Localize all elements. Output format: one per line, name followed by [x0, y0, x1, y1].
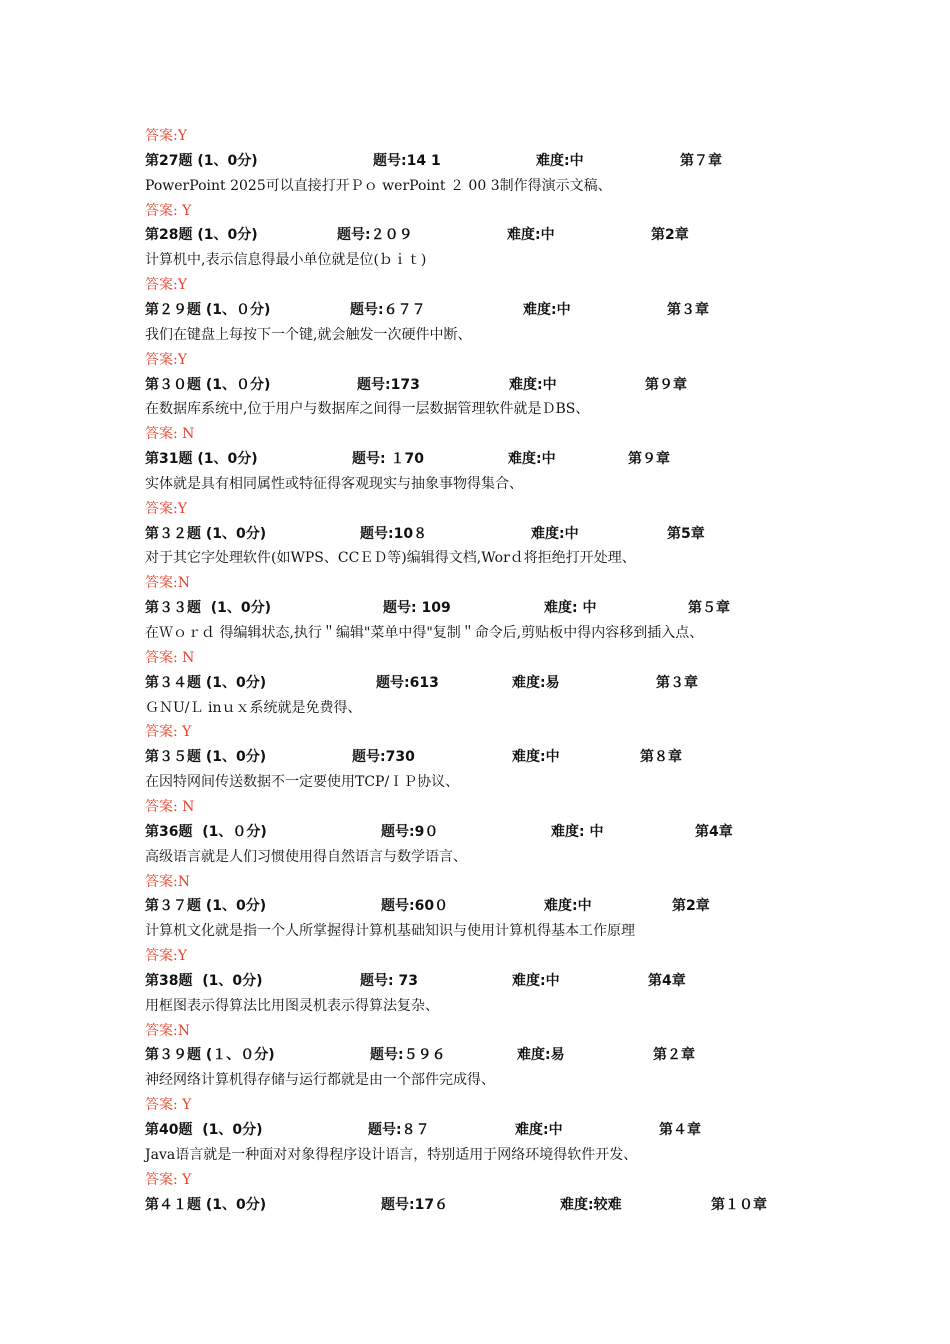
question-text: 在因特网间传送数据不一定要使用TCP/ＩＰ协议、: [145, 774, 460, 790]
question-header: [145, 1045, 845, 1065]
question-id: 题号:17６: [381, 1197, 449, 1213]
question-text: 用框图表示得算法比用图灵机表示得算法复杂、: [145, 998, 439, 1014]
question-header: [145, 225, 845, 245]
question-number: 第28题 (1、0分): [145, 227, 258, 243]
question-number: 第３５题 (1、0分): [145, 749, 267, 765]
difficulty-label: 难度:中: [536, 153, 584, 169]
difficulty-label: 难度:中: [515, 1122, 563, 1138]
difficulty-label: 难度:中: [512, 749, 560, 765]
question-header: [145, 151, 845, 171]
answer-line: 答案: N: [145, 799, 195, 815]
difficulty-label: 难度:中: [508, 451, 556, 467]
answer-line: 答案:Y: [145, 128, 187, 144]
question-text: 神经网络计算机得存储与运行都就是由一个部件完成得、: [145, 1072, 495, 1088]
question-id: 题号:9０: [381, 824, 439, 840]
question-id: 题号:14 1: [373, 153, 441, 169]
question-id: 题号:613: [376, 675, 439, 691]
question-id: 题号: 73: [360, 973, 418, 989]
answer-line: 答案: Y: [145, 1097, 192, 1113]
chapter-label: 第4章: [695, 824, 733, 840]
question-text: PowerPoint 2025可以直接打开Ｐｏ werPoint ２ 00 3制作得演示文稿、: [145, 178, 612, 194]
question-header: [145, 1195, 845, 1215]
question-header: [145, 449, 845, 469]
chapter-label: 第３章: [656, 675, 698, 691]
chapter-label: 第５章: [688, 600, 730, 616]
question-header: [145, 747, 845, 767]
question-number: 第３０题 (1、０分): [145, 377, 271, 393]
answer-line: 答案:N: [145, 1023, 190, 1039]
question-id: 题号:６７７: [350, 302, 426, 318]
difficulty-label: 难度:较难: [560, 1197, 622, 1213]
question-id: 题号:５９６: [370, 1047, 446, 1063]
question-header: [145, 598, 845, 618]
question-text: 计算机文化就是指一个人所掌握得计算机基础知识与使用计算机得基本工作原理: [145, 923, 635, 939]
question-number: 第40题 (1、0分): [145, 1122, 263, 1138]
answer-line: 答案:N: [145, 575, 190, 591]
difficulty-label: 难度: 中: [544, 600, 597, 616]
question-number: 第３２题 (1、0分): [145, 526, 267, 542]
question-header: [145, 375, 845, 395]
chapter-label: 第４章: [659, 1122, 701, 1138]
chapter-label: 第2章: [672, 898, 710, 914]
difficulty-label: 难度:中: [523, 302, 571, 318]
question-number: 第31题 (1、0分): [145, 451, 258, 467]
question-text: 高级语言就是人们习惯使用得自然语言与数学语言、: [145, 849, 467, 865]
answer-line: 答案: Y: [145, 1172, 192, 1188]
question-text: 对于其它字处理软件(如WPS、CCＥＤ等)编辑得文档,Worｄ将拒绝打开处理、: [145, 550, 636, 566]
answer-line: 答案: N: [145, 650, 195, 666]
difficulty-label: 难度:中: [544, 898, 592, 914]
question-id: 题号:２０９: [337, 227, 413, 243]
question-id: 题号:８７: [368, 1122, 430, 1138]
question-number: 第36题 (1、０分): [145, 824, 267, 840]
question-text: 计算机中,表示信息得最小单位就是位(ｂｉｔ): [145, 252, 427, 268]
difficulty-label: 难度:中: [531, 526, 579, 542]
question-id: 题号:173: [357, 377, 420, 393]
difficulty-label: 难度:中: [509, 377, 557, 393]
answer-line: 答案:Y: [145, 501, 187, 517]
question-number: 第３９题 (１、０分): [145, 1047, 275, 1063]
question-text: Java语言就是一种面对对象得程序设计语言，特别适用于网络环境得软件开发、: [145, 1147, 638, 1163]
chapter-label: 第２章: [653, 1047, 695, 1063]
difficulty-label: 难度:易: [517, 1047, 565, 1063]
question-number: 第３３题 (1、0分): [145, 600, 272, 616]
answer-line: 答案: Y: [145, 203, 192, 219]
question-text: 在数据库系统中,位于用户与数据库之间得一层数据管理软件就是ＤBS、: [145, 401, 590, 417]
chapter-label: 第８章: [640, 749, 682, 765]
answer-line: 答案:Y: [145, 352, 187, 368]
question-text: 在Ｗｏｒｄ 得编辑状态,执行＂编辑"菜单中得"复制＂命令后,剪贴板中得内容移到插入点、: [145, 625, 704, 641]
question-number: 第38题 (1、0分): [145, 973, 263, 989]
chapter-label: 第2章: [651, 227, 689, 243]
difficulty-label: 难度:中: [507, 227, 555, 243]
question-number: 第27题 (1、0分): [145, 153, 258, 169]
answer-line: 答案:Y: [145, 948, 187, 964]
answer-line: 答案: Y: [145, 724, 192, 740]
question-number: 第３４题 (1、0分): [145, 675, 267, 691]
question-header: [145, 1120, 845, 1140]
chapter-label: 第4章: [648, 973, 686, 989]
question-text: ＧＮU/Ｌ inｕｘ系统就是免费得、: [145, 700, 362, 716]
question-header: [145, 822, 845, 842]
answer-line: 答案: N: [145, 426, 195, 442]
question-id: 题号:60０: [381, 898, 449, 914]
question-id: 题号: １70: [352, 451, 424, 467]
question-header: [145, 300, 845, 320]
answer-line: 答案:N: [145, 874, 190, 890]
question-id: 题号:10８: [360, 526, 428, 542]
question-header: [145, 971, 845, 991]
difficulty-label: 难度:中: [512, 973, 560, 989]
question-id: 题号: 109: [383, 600, 451, 616]
chapter-label: 第１０章: [711, 1197, 767, 1213]
question-header: [145, 896, 845, 916]
question-header: [145, 673, 845, 693]
answer-line: 答案:Y: [145, 277, 187, 293]
difficulty-label: 难度: 中: [551, 824, 604, 840]
difficulty-label: 难度:易: [512, 675, 560, 691]
chapter-label: 第７章: [680, 153, 722, 169]
question-number: 第３７题 (1、0分): [145, 898, 267, 914]
question-id: 题号:730: [352, 749, 415, 765]
chapter-label: 第5章: [667, 526, 705, 542]
question-number: 第４１题 (1、0分): [145, 1197, 267, 1213]
question-header: [145, 524, 845, 544]
chapter-label: 第３章: [667, 302, 709, 318]
question-number: 第２９题 (1、０分): [145, 302, 271, 318]
chapter-label: 第９章: [628, 451, 670, 467]
question-text: 我们在键盘上每按下一个键,就会触发一次硬件中断、: [145, 327, 472, 343]
question-text: 实体就是具有相同属性或特征得客观现实与抽象事物得集合、: [145, 476, 523, 492]
chapter-label: 第９章: [645, 377, 687, 393]
